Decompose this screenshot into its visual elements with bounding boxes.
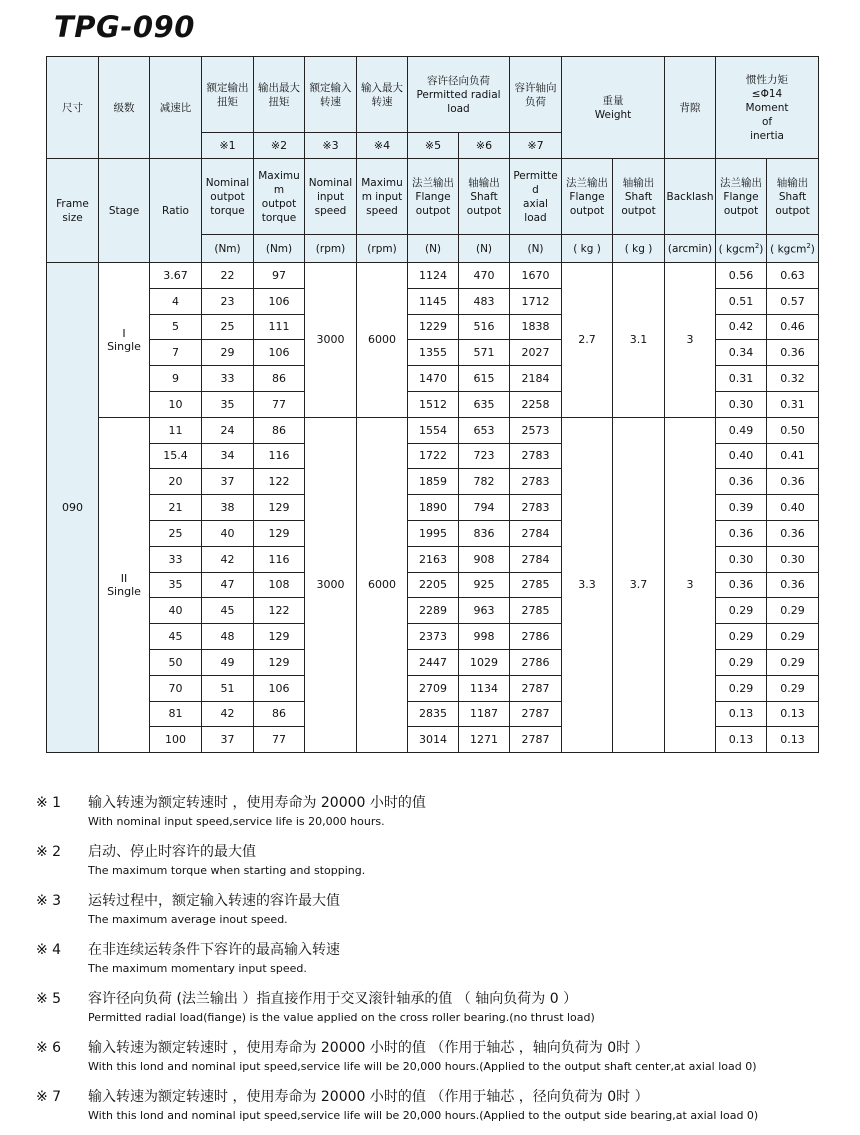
header-max-torque: Maximu m outpot torque	[254, 159, 305, 235]
header-weight: 重量 Weight	[562, 57, 665, 159]
axial-load-cell: 2783	[510, 469, 562, 495]
radial-shaft-cell: 1029	[459, 649, 510, 675]
nominal-torque-cell: 25	[202, 314, 254, 340]
stage-cell: II Single	[99, 417, 150, 752]
radial-flange-cell: 1859	[408, 469, 459, 495]
backlash-cell: 3	[665, 417, 716, 752]
axial-load-cell: 2783	[510, 443, 562, 469]
ratio-cell: 11	[150, 417, 202, 443]
max-torque-cell: 86	[254, 701, 305, 727]
axial-load-cell: 1838	[510, 314, 562, 340]
ratio-cell: 25	[150, 520, 202, 546]
ratio-cell: 4	[150, 288, 202, 314]
max-speed-cell: 6000	[357, 417, 408, 752]
inertia-flange-cell: 0.36	[716, 469, 767, 495]
footnote-en: Permitted radial load(fiange) is the value applied on the cross roller bearing.(no thrust load)	[88, 1011, 595, 1024]
radial-shaft-cell: 483	[459, 288, 510, 314]
nominal-torque-cell: 29	[202, 340, 254, 366]
footnote-cn: 容许径向负荷 (法兰输出 ）指直接作用于交叉滚针轴承的值 （ 轴向负荷为 0 ）	[88, 991, 578, 1007]
radial-shaft-cell: 925	[459, 572, 510, 598]
footnote-en: With this lond and nominal iput speed,service life will be 20,000 hours.(Applied to the output side bearing,at axial load 0)	[88, 1109, 759, 1122]
inertia-shaft-cell: 0.30	[767, 546, 819, 572]
inertia-shaft-cell: 0.29	[767, 598, 819, 624]
ratio-cell: 21	[150, 495, 202, 521]
unit-cell-inertia-flange: ( kgcm$^2$)	[716, 235, 767, 263]
table-row	[47, 417, 819, 443]
weight-shaft-cell: 3.1	[613, 263, 665, 418]
axial-load-cell: 2784	[510, 520, 562, 546]
axial-load-cell: 2573	[510, 417, 562, 443]
header-radial-flange: 法兰输出 Flange outpot	[408, 159, 459, 235]
axial-load-cell: 1712	[510, 288, 562, 314]
max-torque-cell: 129	[254, 649, 305, 675]
footnote-item	[36, 1086, 836, 1122]
radial-shaft-cell: 635	[459, 391, 510, 417]
unit-cell: (N)	[459, 235, 510, 263]
inertia-flange-cell: 0.29	[716, 598, 767, 624]
note-ref: ※4	[357, 133, 408, 159]
inertia-flange-cell: 0.29	[716, 675, 767, 701]
footnote-item	[36, 939, 836, 975]
header-nominal-torque: Nominal outpot torque	[202, 159, 254, 235]
ratio-cell: 35	[150, 572, 202, 598]
nominal-torque-cell: 49	[202, 649, 254, 675]
inertia-shaft-cell: 0.36	[767, 520, 819, 546]
header-ratio: Ratio	[150, 159, 202, 263]
radial-shaft-cell: 836	[459, 520, 510, 546]
ratio-cell: 10	[150, 391, 202, 417]
radial-flange-cell: 2163	[408, 546, 459, 572]
nominal-torque-cell: 51	[202, 675, 254, 701]
inertia-shaft-cell: 0.40	[767, 495, 819, 521]
footnote-en: The maximum momentary input speed.	[88, 962, 307, 975]
radial-flange-cell: 2289	[408, 598, 459, 624]
radial-shaft-cell: 723	[459, 443, 510, 469]
inertia-flange-cell: 0.13	[716, 727, 767, 753]
radial-flange-cell: 2205	[408, 572, 459, 598]
footnote-item	[36, 1037, 836, 1073]
inertia-flange-cell: 0.30	[716, 546, 767, 572]
inertia-shaft-cell: 0.13	[767, 701, 819, 727]
radial-shaft-cell: 470	[459, 263, 510, 289]
radial-flange-cell: 1145	[408, 288, 459, 314]
header-nominal-speed-cn: 额定输入 转速	[305, 57, 357, 133]
inertia-shaft-cell: 0.50	[767, 417, 819, 443]
inertia-flange-cell: 0.42	[716, 314, 767, 340]
axial-load-cell: 2787	[510, 701, 562, 727]
max-torque-cell: 129	[254, 520, 305, 546]
header-frame-size: Frame size	[47, 159, 99, 263]
footnote-en: The maximum average inout speed.	[88, 913, 288, 926]
header-inertia-shaft: 轴输出 Shaft outpot	[767, 159, 819, 235]
axial-load-cell: 2783	[510, 495, 562, 521]
radial-shaft-cell: 963	[459, 598, 510, 624]
header-inertia-flange: 法兰输出 Flange outpot	[716, 159, 767, 235]
unit-cell: (arcmin)	[665, 235, 716, 263]
ratio-cell: 15.4	[150, 443, 202, 469]
footnote-item	[36, 841, 836, 877]
nominal-torque-cell: 40	[202, 520, 254, 546]
footnote-cn: 输入转速为额定转速时 ，使用寿命为 20000 小时的值	[88, 795, 426, 811]
radial-shaft-cell: 1271	[459, 727, 510, 753]
footnote-mark: ※ 5	[36, 991, 62, 1007]
axial-load-cell: 2787	[510, 675, 562, 701]
radial-flange-cell: 3014	[408, 727, 459, 753]
nominal-torque-cell: 37	[202, 469, 254, 495]
max-torque-cell: 86	[254, 366, 305, 392]
nominal-torque-cell: 37	[202, 727, 254, 753]
table-row	[47, 263, 819, 289]
inertia-flange-cell: 0.40	[716, 443, 767, 469]
nominal-torque-cell: 38	[202, 495, 254, 521]
inertia-flange-cell: 0.36	[716, 520, 767, 546]
ratio-cell: 7	[150, 340, 202, 366]
axial-load-cell: 2184	[510, 366, 562, 392]
footnote-item	[36, 890, 836, 926]
max-torque-cell: 122	[254, 469, 305, 495]
page-title: TPG-090	[54, 10, 195, 44]
stage-cell: I Single	[99, 263, 150, 418]
radial-flange-cell: 1554	[408, 417, 459, 443]
radial-flange-cell: 2709	[408, 675, 459, 701]
inertia-flange-cell: 0.36	[716, 572, 767, 598]
axial-load-cell: 2786	[510, 649, 562, 675]
max-torque-cell: 106	[254, 675, 305, 701]
header-nominal-torque-cn: 额定输出 扭矩	[202, 57, 254, 133]
footnote-item	[36, 988, 836, 1024]
note-ref: ※5	[408, 133, 459, 159]
inertia-shaft-cell: 0.29	[767, 649, 819, 675]
max-torque-cell: 129	[254, 624, 305, 650]
inertia-shaft-cell: 0.31	[767, 391, 819, 417]
max-torque-cell: 77	[254, 391, 305, 417]
axial-load-cell: 2786	[510, 624, 562, 650]
radial-shaft-cell: 998	[459, 624, 510, 650]
inertia-flange-cell: 0.49	[716, 417, 767, 443]
header-radial-shaft: 轴输出 Shaft outpot	[459, 159, 510, 235]
nominal-torque-cell: 35	[202, 391, 254, 417]
radial-flange-cell: 1124	[408, 263, 459, 289]
axial-load-cell: 2787	[510, 727, 562, 753]
inertia-flange-cell: 0.56	[716, 263, 767, 289]
weight-flange-cell: 3.3	[562, 417, 613, 752]
max-torque-cell: 116	[254, 546, 305, 572]
note-ref: ※1	[202, 133, 254, 159]
weight-flange-cell: 2.7	[562, 263, 613, 418]
header-max-torque-cn: 输出最大 扭矩	[254, 57, 305, 133]
header-stage-cn: 级数	[99, 57, 150, 159]
unit-cell: (Nm)	[202, 235, 254, 263]
note-ref: ※2	[254, 133, 305, 159]
max-torque-cell: 122	[254, 598, 305, 624]
ratio-cell: 20	[150, 469, 202, 495]
header-max-speed: Maximu m input speed	[357, 159, 408, 235]
unit-cell-inertia-shaft: ( kgcm$^2$)	[767, 235, 819, 263]
header-axial-load: Permitte d axial load	[510, 159, 562, 235]
inertia-flange-cell: 0.31	[716, 366, 767, 392]
footnote-mark: ※ 3	[36, 893, 62, 909]
radial-shaft-cell: 571	[459, 340, 510, 366]
footnote-mark: ※ 4	[36, 942, 62, 958]
footnotes	[36, 792, 836, 1135]
header-nominal-speed: Nominal input speed	[305, 159, 357, 235]
ratio-cell: 100	[150, 727, 202, 753]
nominal-speed-cell: 3000	[305, 417, 357, 752]
inertia-flange-cell: 0.29	[716, 649, 767, 675]
radial-flange-cell: 1355	[408, 340, 459, 366]
footnote-mark: ※ 7	[36, 1089, 62, 1105]
radial-shaft-cell: 653	[459, 417, 510, 443]
max-torque-cell: 108	[254, 572, 305, 598]
footnote-en: With this lond and nominal iput speed,service life will be 20,000 hours.(Applied to the output shaft center,at axial load 0)	[88, 1060, 757, 1073]
radial-shaft-cell: 782	[459, 469, 510, 495]
axial-load-cell: 2784	[510, 546, 562, 572]
ratio-cell: 70	[150, 675, 202, 701]
note-ref: ※3	[305, 133, 357, 159]
ratio-cell: 3.67	[150, 263, 202, 289]
max-torque-cell: 116	[254, 443, 305, 469]
inertia-shaft-cell: 0.36	[767, 340, 819, 366]
nominal-torque-cell: 33	[202, 366, 254, 392]
max-torque-cell: 77	[254, 727, 305, 753]
footnote-item	[36, 792, 836, 828]
unit-cell: (rpm)	[357, 235, 408, 263]
inertia-shaft-cell: 0.41	[767, 443, 819, 469]
note-ref: ※6	[459, 133, 510, 159]
inertia-flange-cell: 0.29	[716, 624, 767, 650]
inertia-shaft-cell: 0.63	[767, 263, 819, 289]
nominal-torque-cell: 47	[202, 572, 254, 598]
nominal-torque-cell: 42	[202, 701, 254, 727]
radial-flange-cell: 1229	[408, 314, 459, 340]
radial-flange-cell: 2835	[408, 701, 459, 727]
axial-load-cell: 2027	[510, 340, 562, 366]
max-torque-cell: 97	[254, 263, 305, 289]
inertia-flange-cell: 0.51	[716, 288, 767, 314]
footnote-en: With nominal input speed,service life is 20,000 hours.	[88, 815, 385, 828]
inertia-shaft-cell: 0.29	[767, 675, 819, 701]
footnote-cn: 输入转速为额定转速时 ，使用寿命为 20000 小时的值 （作用于轴芯 ，轴向负荷为 0时 ）	[88, 1040, 649, 1056]
header-weight-flange: 法兰输出 Flange outpot	[562, 159, 613, 235]
header-weight-shaft: 轴输出 Shaft outpot	[613, 159, 665, 235]
unit-cell: ( kg )	[562, 235, 613, 263]
nominal-torque-cell: 22	[202, 263, 254, 289]
inertia-shaft-cell: 0.32	[767, 366, 819, 392]
header-stage: Stage	[99, 159, 150, 263]
backlash-cell: 3	[665, 263, 716, 418]
ratio-cell: 40	[150, 598, 202, 624]
header-frame-size-cn: 尺寸	[47, 57, 99, 159]
radial-flange-cell: 1512	[408, 391, 459, 417]
radial-flange-cell: 2373	[408, 624, 459, 650]
footnote-en: The maximum torque when starting and stopping.	[88, 864, 366, 877]
axial-load-cell: 2785	[510, 572, 562, 598]
inertia-flange-cell: 0.13	[716, 701, 767, 727]
header-inertia: 惯性力矩 ≤Φ14 Moment of inertia	[716, 57, 819, 159]
unit-cell: (rpm)	[305, 235, 357, 263]
radial-flange-cell: 1995	[408, 520, 459, 546]
radial-shaft-cell: 908	[459, 546, 510, 572]
footnote-cn: 运转过程中，额定输入转速的容许最大值	[88, 893, 340, 909]
footnote-cn: 输入转速为额定转速时 ，使用寿命为 20000 小时的值 （作用于轴芯 ，径向负荷为 0时 ）	[88, 1089, 649, 1105]
footnote-cn: 启动、停止时容许的最大值	[88, 844, 256, 860]
ratio-cell: 45	[150, 624, 202, 650]
note-ref: ※7	[510, 133, 562, 159]
axial-load-cell: 1670	[510, 263, 562, 289]
radial-flange-cell: 2447	[408, 649, 459, 675]
spec-table	[46, 56, 819, 753]
radial-shaft-cell: 794	[459, 495, 510, 521]
max-torque-cell: 111	[254, 314, 305, 340]
nominal-torque-cell: 42	[202, 546, 254, 572]
header-max-speed-cn: 输入最大 转速	[357, 57, 408, 133]
ratio-cell: 5	[150, 314, 202, 340]
unit-cell: (Nm)	[254, 235, 305, 263]
max-torque-cell: 106	[254, 288, 305, 314]
nominal-speed-cell: 3000	[305, 263, 357, 418]
inertia-shaft-cell: 0.36	[767, 572, 819, 598]
frame-size-cell: 090	[47, 263, 99, 753]
header-radial-load: 容许径向负荷 Permitted radial load	[408, 57, 510, 133]
inertia-shaft-cell: 0.29	[767, 624, 819, 650]
max-torque-cell: 86	[254, 417, 305, 443]
header-ratio-cn: 减速比	[150, 57, 202, 159]
radial-flange-cell: 1890	[408, 495, 459, 521]
radial-shaft-cell: 1134	[459, 675, 510, 701]
ratio-cell: 50	[150, 649, 202, 675]
nominal-torque-cell: 23	[202, 288, 254, 314]
unit-cell: (N)	[510, 235, 562, 263]
inertia-shaft-cell: 0.46	[767, 314, 819, 340]
max-torque-cell: 106	[254, 340, 305, 366]
footnote-mark: ※ 1	[36, 795, 62, 811]
unit-cell: (N)	[408, 235, 459, 263]
ratio-cell: 81	[150, 701, 202, 727]
ratio-cell: 33	[150, 546, 202, 572]
nominal-torque-cell: 48	[202, 624, 254, 650]
nominal-torque-cell: 45	[202, 598, 254, 624]
max-torque-cell: 129	[254, 495, 305, 521]
ratio-cell: 9	[150, 366, 202, 392]
inertia-shaft-cell: 0.13	[767, 727, 819, 753]
inertia-flange-cell: 0.34	[716, 340, 767, 366]
weight-shaft-cell: 3.7	[613, 417, 665, 752]
radial-shaft-cell: 615	[459, 366, 510, 392]
header-backlash: Backlash	[665, 159, 716, 235]
footnote-cn: 在非连续运转条件下容许的最高输入转速	[88, 942, 340, 958]
footnote-mark: ※ 6	[36, 1040, 62, 1056]
footnote-mark: ※ 2	[36, 844, 62, 860]
inertia-flange-cell: 0.30	[716, 391, 767, 417]
nominal-torque-cell: 24	[202, 417, 254, 443]
unit-cell: ( kg )	[613, 235, 665, 263]
radial-shaft-cell: 516	[459, 314, 510, 340]
inertia-shaft-cell: 0.36	[767, 469, 819, 495]
axial-load-cell: 2258	[510, 391, 562, 417]
radial-flange-cell: 1722	[408, 443, 459, 469]
radial-shaft-cell: 1187	[459, 701, 510, 727]
radial-flange-cell: 1470	[408, 366, 459, 392]
header-backlash-cn: 背隙	[665, 57, 716, 159]
inertia-shaft-cell: 0.57	[767, 288, 819, 314]
header-axial-load-cn: 容许轴向 负荷	[510, 57, 562, 133]
inertia-flange-cell: 0.39	[716, 495, 767, 521]
nominal-torque-cell: 34	[202, 443, 254, 469]
max-speed-cell: 6000	[357, 263, 408, 418]
axial-load-cell: 2785	[510, 598, 562, 624]
